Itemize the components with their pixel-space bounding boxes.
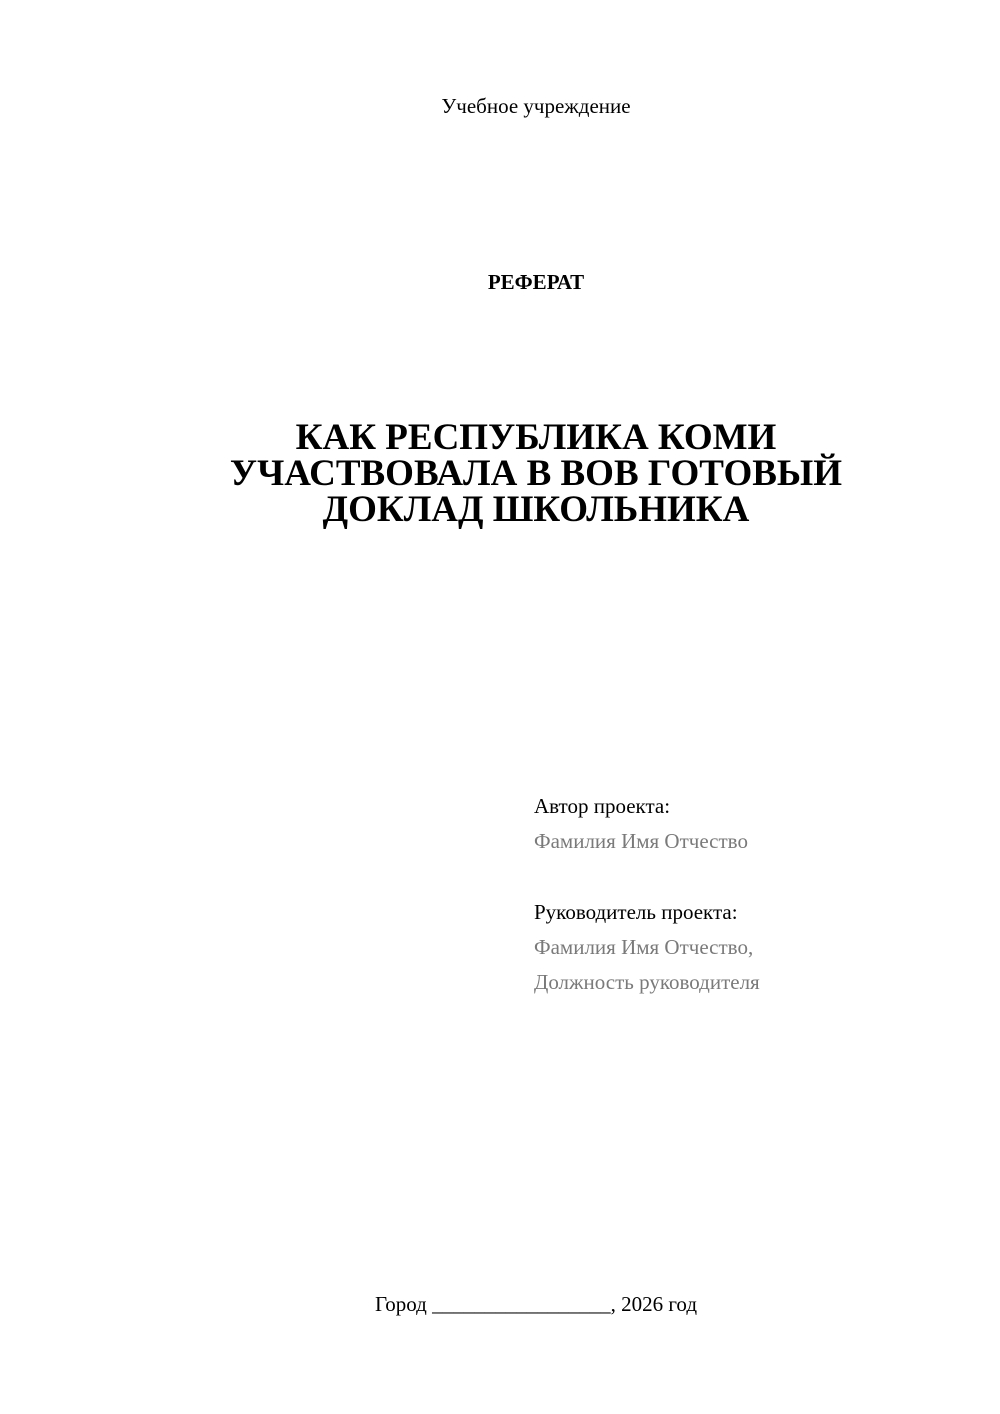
- supervisor-label: Руководитель проекта:: [534, 900, 738, 924]
- author-label: Автор проекта:: [534, 794, 671, 818]
- title-line-3: ДОКЛАД ШКОЛЬНИКА: [322, 489, 750, 530]
- document-title: [200, 417, 872, 530]
- title-line-1: КАК РЕСПУБЛИКА КОМИ: [295, 417, 777, 458]
- author-name: Фамилия Имя Отчество: [534, 829, 748, 853]
- signature-block: [534, 789, 974, 1000]
- signature-spacer: [534, 859, 974, 895]
- supervisor-name: Фамилия Имя Отчество,: [534, 935, 754, 959]
- supervisor-position: Должность руководителя: [534, 970, 760, 994]
- city-year-line: Город _________________, 2026 год: [374, 1292, 698, 1316]
- document-type: РЕФЕРАТ: [487, 270, 585, 294]
- title-line-2: УЧАСТВОВАЛА В ВОВ ГОТОВЫЙ: [229, 453, 843, 494]
- institution-name: Учебное учреждение: [441, 94, 631, 118]
